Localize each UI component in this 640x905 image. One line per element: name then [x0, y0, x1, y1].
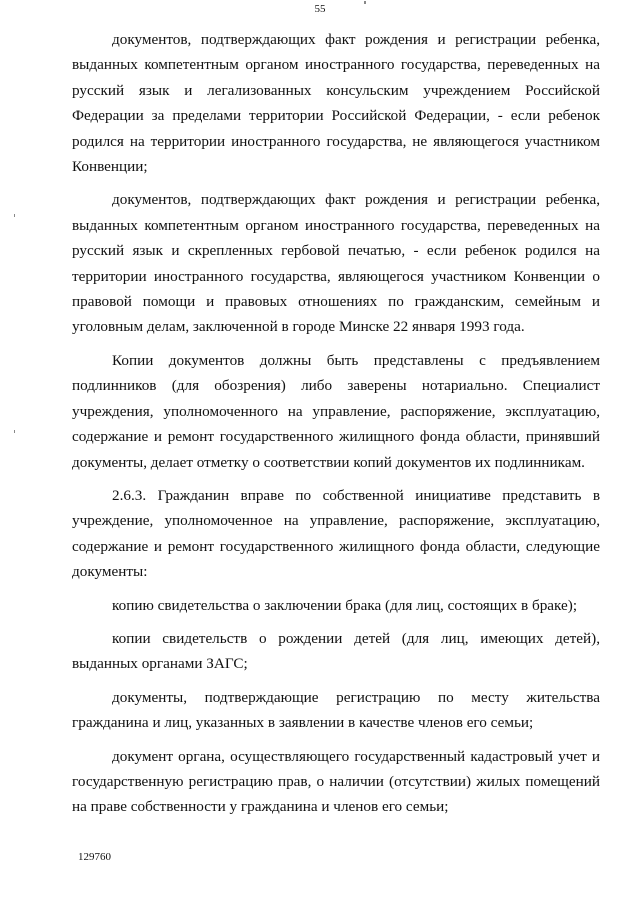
paragraph: копии свидетельств о рождении детей (для лиц, имеющих детей), выданных органами ЗАГС; [72, 629, 600, 673]
paragraph: документы, подтверждающие регистрацию по месту жительства гражданина и лиц, указанных в заявлении в качестве членов его семьи; [72, 688, 600, 732]
paragraph: 2.6.3. Гражданин вправе по собственной инициативе представить в учреждение, уполномоченное на управление, распоряжение, эксплуатацию, содержание и ремонт государственного жилищного фонда области, следующие документы: [72, 486, 600, 581]
paragraph: копию свидетельства о заключении брака (для лиц, состоящих в браке); [112, 596, 578, 614]
scan-mark [14, 214, 15, 217]
paragraph: документов, подтверждающих факт рождения и регистрации ребенка, выданных компетентным органом иностранного государства, переведенных на русский язык и легализованных консульским учреждением Российской Федерации за пределами территории Российской Федерации, - если ребенок родился на территории иностранного государства, не являющегося участником Конвенции; [72, 31, 600, 176]
page-number: 55 [314, 3, 326, 15]
scan-mark [364, 1, 366, 4]
scan-mark [14, 430, 15, 433]
paragraph: документ органа, осуществляющего государственный кадастровый учет и государственную регистрацию прав, о наличии (отсутствии) жилых помещений на праве собственности у гражданина и членов его семьи; [72, 747, 600, 816]
footer-code: 129760 [78, 851, 111, 863]
document-body [72, 27, 600, 828]
paragraph: документов, подтверждающих факт рождения и регистрации ребенка, выданных компетентным органом иностранного государства, переведенных на русский язык и скрепленных гербовой печатью, - если ребенок родился на территории иностранного государства, являющегося участником Конвенции о правовой помощи и правовых отношениях по гражданским, семейным и уголовным делам, заключенной в городе Минске 22 января 1993 года. [72, 191, 600, 336]
paragraph: Копии документов должны быть представлены с предъявлением подлинников (для обозрения) либо заверены нотариально. Специалист учреждения, уполномоченного на управление, распоряжение, эксплуатацию, содержание и ремонт государственного жилищного фонда области, принявший документы, делает отметку о соответствии копий документов их подлинникам. [72, 351, 600, 471]
